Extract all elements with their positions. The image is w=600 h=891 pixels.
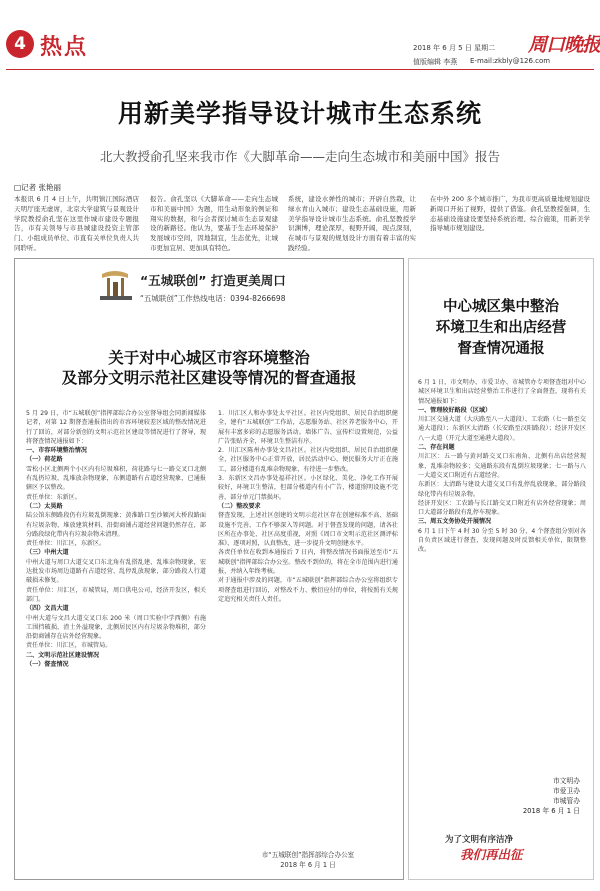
page-number-badge: 4 — [6, 30, 34, 58]
paragraph: 对于通报中涉及的问题，市“五城联创”指挥部综合办公室将组织专项督查组进行回访，对整改不力、敷衍应付的单位，将按照有关规定追究相关责任人责任。 — [218, 577, 398, 603]
subsection-heading: （四）文昌大道 — [26, 605, 69, 613]
article-column-4: 在中外 200 多个城市推广，为我市更高质量地规划建设新周口开拓了视野，提供了借鉴。俞孔坚教授强调，生态基础设施建设要坚持系统治理、综合施策，用新美学指导城市规划建设。 — [430, 195, 590, 233]
signature-line: 市爱卫办 — [552, 787, 580, 795]
paragraph: 2．川汇区陈州办事处文昌社区。社区内党组织、居民自治组织健全，社区服务中心正常开放，居民活动中心、便民服务大厅正在施工，部分楼道有乱堆杂物现象，有待进一步整改。 — [218, 447, 398, 473]
campaign-column-2 — [218, 409, 398, 849]
article-subheadline: 北大教授俞孔坚来我市作《大脚革命——走向生态城市和美丽中国》报告 — [99, 149, 500, 164]
campaign-hotline: “五城联创”工作热线电话：0394-8266698 — [140, 294, 286, 303]
paragraph: 中州大道与文昌大道交叉口东 200 米（周口实验中学西侧）有施工围挡破损、渣土外溢现象，北侧居民区内有垃圾杂物堆积，部分沿街商铺存在店外经营现象。 — [26, 614, 206, 641]
campaign-date: 2018 年 6 月 1 日 — [280, 861, 336, 869]
paragraph: 川汇区：五一路与黄河路交叉口东南角、北侧有出店经营现象，乱堆杂物较多；交通路东段有乱倒垃圾现象；七一路与八一大道交叉口附近有占道经营。 — [418, 453, 586, 479]
supervision-title-line-3: 督查情况通报 — [457, 341, 545, 357]
section-heading: 三、周五文务协处开展情况 — [418, 518, 492, 526]
section-heading: 一、市容环境整治情况 — [26, 447, 87, 455]
campaign-signature: 市“五城联创”指挥部综合办公室 — [261, 851, 355, 859]
slogan-line-1: 为了文明有序洁净 — [445, 835, 514, 845]
paragraph: 5 月 29 日，市“五城联创”指挥部综合办公室督导组会同新闻媒体记者，对第 12 期督查通报指出的市容环境较差区域的整改情况进行了回访，对部分新创的文明示范社区建设等情况进行了督导，现将督查情况通报如下： — [26, 410, 206, 445]
email-line: E-mail:zkbly@126.com — [470, 57, 551, 65]
signature-line: 市文明办 — [552, 777, 580, 785]
campaign-banner-title: “五城联创” 打造更美周口 — [140, 273, 286, 288]
section-heading: 二、存在问题 — [418, 444, 455, 452]
campaign-signature-block — [218, 850, 398, 870]
article-headline: 用新美学指导设计城市生态系统 — [117, 99, 482, 128]
paragraph: 雪松小区北侧两个小区内有垃圾堆积，荷花路与七一路交叉口北侧有乱扔垃圾、乱堆放杂物现象，东侧道路有占道经营现象，已通报辖区予以整改。 — [26, 465, 206, 492]
slogan-line-2: 我们再出征 — [460, 847, 523, 862]
section-heading: 二、文明示范社区建设情况 — [26, 651, 100, 659]
subsection-heading: （二）太昊路 — [26, 502, 63, 510]
subsection-heading: （三）中州大道 — [26, 549, 69, 557]
supervision-title — [408, 297, 594, 360]
supervision-body — [418, 378, 586, 658]
supervision-title-line-2: 环境卫生和出店经营 — [435, 320, 567, 336]
signature-line: 市城管办 — [552, 797, 580, 805]
paragraph: 督查发现，上述社区创建的文明示范社区存在创建标准不高、基础设施不完善、工作不够深入等问题。对于督查发现的问题，请各社区所在办事处、社区高度重视，对照《周口市文明示范社区测评标准》，逐项对照，认真整改，进一步提升文明创建水平。 — [218, 512, 398, 548]
section-heading: 一、管理较好路段（区域） — [418, 406, 492, 414]
paragraph: 3．东新区文昌办事处福祥社区。小区绿化、美化、净化工作开展较好，环境卫生整洁，但部分楼道内有小广告，楼道照明设施不完善，部分单元门禁损坏。 — [218, 475, 398, 501]
subsection-heading: （二）整改要求 — [218, 502, 261, 510]
paragraph: 陆公馆东侧路段仍有垃圾乱倒现象；黄淮路口至沙颍河大桥段路面有垃圾杂物、堆放建筑材料、沿街商铺占道经营问题仍然存在，部分路段绿化带内有垃圾杂物未清理。 — [26, 512, 206, 538]
campaign-notice-title — [14, 348, 404, 388]
article-column-1: 本报讯 6 月 4 日上午，共明镇江国际酒店天明厅座无虚席，北京大学建筑与景观设计学院教授俞孔坚在这里作城市建设专题报告，市有关领导与市县城建设投资主管部门、小组成员单位、市直有关单位负责人共同聆听。 — [14, 195, 139, 251]
paragraph: 川汇区交通大道（大庆路至八一大道段）、工农路（七一路至交通大道段）；东新区太清路（长安路至汉阳路段）；经济开发区八一大道（开元大道至通港大道段）。 — [418, 416, 586, 442]
date-line: 2018 年 6 月 5 日 星期二 — [413, 44, 496, 52]
responsible-unit: 责任单位：川汇区，市城管局，周口供电公司，经济开发区，相关部门。 — [26, 586, 206, 603]
article-column-2: 报告。俞孔坚以《大脚革命——走向生态城市和美丽中国》为题，用生动形象的例证和翔实的数据，和与会者探讨城市生态景观建设的新路径。他认为，要基于生态环境保护发展城市空间，因地制宜，生态优先，让城市更加宜居、更加具有特色。 — [150, 195, 278, 251]
article-column-3: 系统，建设水弹性的城市；开辟自然栽，让绿水青山入城市；建设生态基础设施，用新美学指导设计城市生态系统。俞孔坚教授学识渊博，理论深厚，视野开阔，现点深刻，在城市与景观的规划设计方面有着丰富的实践经验。 — [288, 195, 416, 251]
paragraph: 各责任单位在收到本通报后 7 日内，将整改情况书面报送至市“五城联创”指挥部综合办公室。整改不到位的，将在全市范围内进行通报，并纳入年终考核。 — [218, 549, 398, 576]
paragraph: 6 月 1 日，市文明办、市爱卫办、市城管办专项督查组对中心城区环境卫生和出店经营整治工作进行了全面督查，现将有关情况通报如下： — [418, 379, 586, 405]
responsible-unit: 责任单位：东新区。 — [26, 493, 81, 501]
paragraph: 东新区：太清路与建设大道交叉口有乱停乱放现象，部分路段绿化带内有垃圾杂物。 — [418, 481, 586, 498]
signature-date: 2018 年 6 月 1 日 — [522, 807, 580, 815]
paragraph: 1．川汇区人和办事处太平社区。社区内党组织、居民自治组织健全，建有“五城联创”工作站，志愿服务站、社区养老服务中心，开展有丰富多彩的志愿服务活动。墙体广告、宣传栏设置规范，公益广告张贴齐全，环境卫生整洁有序。 — [218, 410, 398, 445]
responsible-unit: 责任单位：川汇区，市城管局。 — [26, 642, 112, 650]
paragraph: 中州大道与周口大道交叉口东北角有乱搭乱建、乱堆杂物现象，宏达批发市场周边道路有占道经营、乱停乱放现象，部分路段人行道破损未修复。 — [26, 558, 206, 585]
article-byline: □记者 张艳丽 — [14, 183, 61, 192]
subsection-heading: （一）荷花路 — [26, 456, 63, 464]
editor-line: 值版编辑 李燕 — [413, 58, 458, 66]
supervision-title-line-1: 中心城区集中整治 — [443, 299, 559, 315]
responsible-unit: 责任单位：川汇区，东新区。 — [26, 540, 106, 548]
subsection-heading: （一）督查情况 — [26, 661, 69, 669]
city-monument-icon — [96, 270, 136, 304]
campaign-title-line-1: 关于对中心城区市容环境整治 — [108, 349, 310, 367]
supervision-signatures — [430, 776, 580, 816]
campaign-column-1 — [26, 409, 206, 849]
newspaper-logo: 周口晚报 — [528, 34, 600, 56]
paragraph: 经济开发区：工农路与长江路交叉口附近有店外经营现象；周口大道部分路段有乱停车现象。 — [418, 499, 586, 517]
header-divider — [6, 69, 594, 70]
campaign-title-line-2: 及部分文明示范社区建设等情况的督查通报 — [61, 369, 357, 387]
paragraph: 6 月 1 日下午 4 时 30 分至 5 时 30 分，4 个督查组分别对各自负责区域进行督查，发现问题及时反馈相关单位，限期整改。 — [418, 527, 586, 554]
section-title: 热点 — [40, 34, 89, 60]
